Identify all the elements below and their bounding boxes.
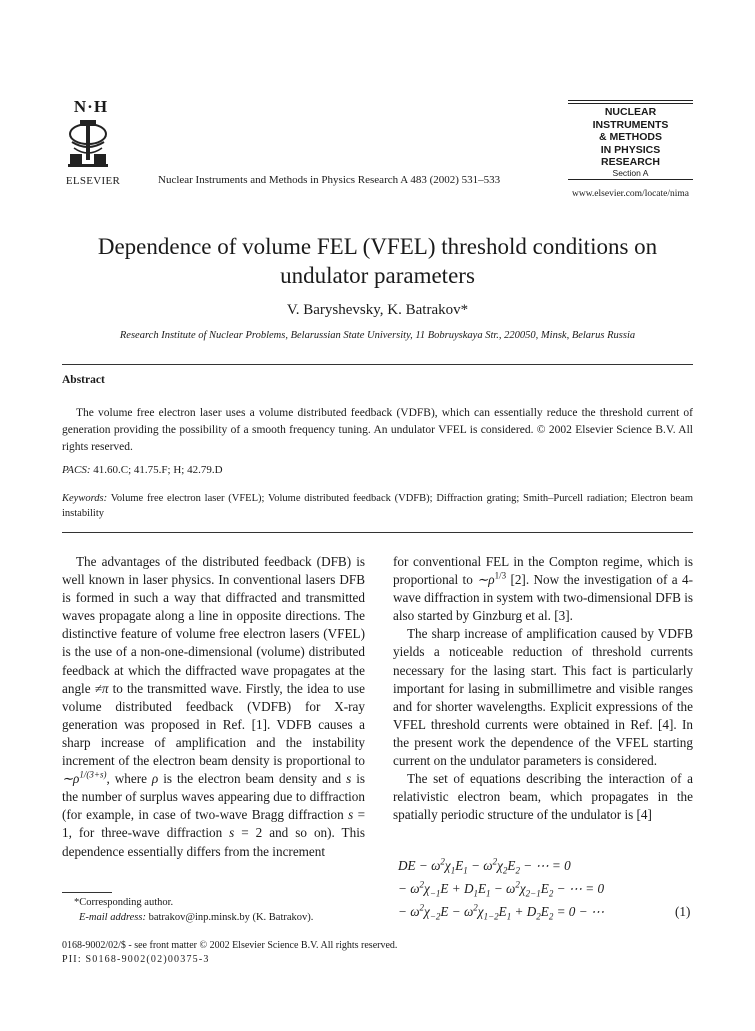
journal-logo-line: RESEARCH bbox=[601, 156, 660, 168]
body-column-left bbox=[62, 553, 365, 861]
publisher-tree-logo-icon bbox=[66, 118, 110, 168]
journal-section: Section A bbox=[612, 168, 649, 178]
equation-line: − $\omega^2\chi_{-2}E - \omega^2\chi_{1-2}E_1 + D_2E_2 = 0$ − ⋯ bbox=[398, 902, 605, 922]
title-line-1: Dependence of volume FEL (VFEL) threshold conditions on bbox=[97, 234, 658, 259]
body-paragraph: for conventional FEL in the Compton regime, which is proportional to $\sim\rho^{1/3}$ [2]. Now the investigation of a 4-wave diffraction in system with two-dimensional DFB is also started by Ginzburg et al. [3]. bbox=[393, 554, 693, 624]
title-line-2: undulator parameters bbox=[280, 263, 475, 288]
journal-logo-title bbox=[568, 106, 693, 169]
pacs-label: PACS: bbox=[62, 464, 91, 476]
keywords bbox=[62, 491, 693, 521]
abstract-text: The volume free electron laser uses a volume distributed feedback (VDFB), which can essentially reduce the threshold current of generation providing the possibility of a smooth frequency tuning. An undulator VFEL is considered. © 2002 Elsevier Science B.V. All rights reserved. bbox=[62, 407, 693, 453]
divider bbox=[62, 532, 693, 533]
footnote-corresponding: *Corresponding author. bbox=[74, 897, 174, 908]
body-column-right bbox=[393, 553, 693, 824]
affiliation: Research Institute of Nuclear Problems, Belarussian State University, 11 Bobruyskaya Str., 220050, Minsk, Belarus Russia bbox=[119, 330, 636, 341]
pacs-values: 41.60.C; 41.75.F; H; 42.79.D bbox=[90, 464, 223, 476]
email-link[interactable]: batrakov@inp.minsk.by (K. Batrakov). bbox=[145, 912, 314, 923]
abstract-heading: Abstract bbox=[62, 374, 105, 386]
publisher-name: ELSEVIER bbox=[65, 175, 121, 187]
authors: V. Baryshevsky, K. Batrakov* bbox=[286, 302, 469, 318]
copyright-line: 0168-9002/02/$ - see front matter © 2002 Elsevier Science B.V. All rights reserved. bbox=[62, 940, 398, 951]
journal-reference: Nuclear Instruments and Methods in Physics Research A 483 (2002) 531–533 bbox=[158, 174, 501, 186]
journal-logo-line: & METHODS bbox=[599, 131, 662, 143]
equation-line: − $\omega^2\chi_{-1}E + D_1E_1 - \omega^2\chi_{2-1}E_2$ − ⋯ = 0 bbox=[398, 879, 605, 899]
journal-logo-line: NUCLEAR bbox=[604, 106, 657, 118]
keywords-values: Volume free electron laser (VFEL); Volume distributed feedback (VDFB); Diffraction grating; Smith–Purcell radiation; Electron beam instability bbox=[62, 493, 693, 519]
publisher-logo-monogram: N·H bbox=[73, 97, 109, 116]
journal-logo-line: IN PHYSICS bbox=[600, 143, 661, 156]
body-paragraph: The set of equations describing the interaction of a relativistic electron beam, which propagates in the spatially periodic structure of the undulator is [4] bbox=[393, 771, 693, 823]
footnote-email bbox=[79, 912, 313, 923]
journal-url-link[interactable]: www.elsevier.com/locate/nima bbox=[571, 189, 690, 199]
pacs-codes bbox=[62, 464, 693, 476]
divider bbox=[62, 364, 693, 365]
body-paragraph: The advantages of the distributed feedback (DFB) is well known in laser physics. In conventional lasers DFB is formed in such a way that diffracted and transmitted waves propagate along a line in opposite directions. The distinctive feature of volume free electron lasers (VFEL) is the use of a non-one-dimensional (volume) distributed feedback at which the diffracted wave propagates at the angle ≠π to the transmitted wave. Firstly, the idea to use volume distributed feedback (VDFB) for X-ray generation was proposed in Ref. [1]. VDFB causes a sharp increase of amplification and the instability increment of the electron beam density is proportional to $\sim\rho^{1/(3+s)}$, where ρ is the electron beam density and s is the number of surplus waves appearing due to diffraction (for example, in case of two-wave Bragg diffraction s = 1, for three-wave diffraction s = 2 and so on). This dependence essentially differs from the increment bbox=[62, 554, 366, 859]
equation-line: DE − $\omega^2\chi_1E_1 - \omega^2\chi_2E_2$ − ⋯ = 0 bbox=[398, 856, 571, 876]
journal-logo-line: INSTRUMENTS bbox=[592, 118, 669, 131]
body-paragraph: The sharp increase of amplification caused by VDFB yields a noticeable reduction of threshold currents necessary for the lasing start. This fact is particularly important for lasing in submillimetre and visible ranges and for shorter wavelengths. Explicit expressions of the VFEL threshold currents were obtained in Ref. [4]. In the present work the dependence of the VFEL starting current on the undulator parameters is considered. bbox=[393, 626, 693, 769]
paper-title bbox=[40, 232, 715, 290]
equation-number: (1) bbox=[675, 904, 691, 919]
pii-line: PII: S0168-9002(02)00375-3 bbox=[62, 954, 210, 965]
footnote-divider bbox=[62, 892, 112, 893]
keywords-label: Keywords: bbox=[62, 493, 108, 504]
journal-logo bbox=[568, 100, 693, 180]
email-label: E-mail address: bbox=[79, 912, 146, 923]
